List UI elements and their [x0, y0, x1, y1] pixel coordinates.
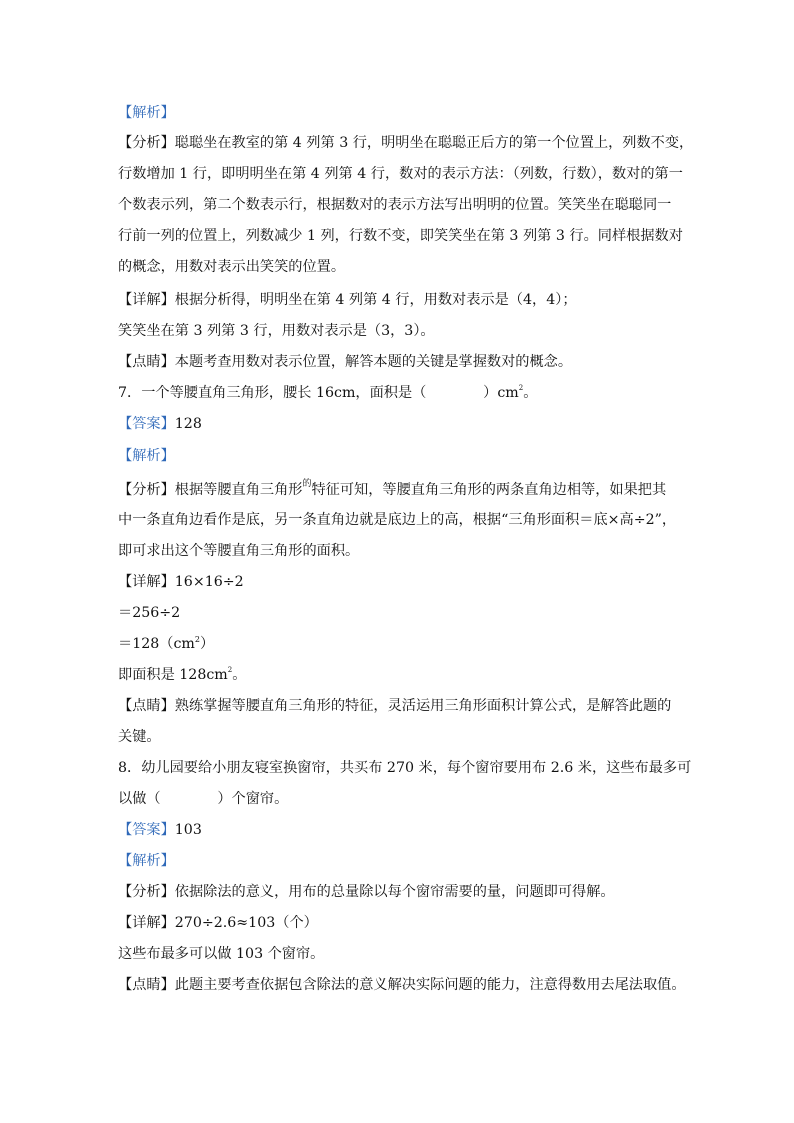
jiexi-tag: 【解析】	[118, 448, 175, 464]
q6-dianjing-text: 本题考查用数对表示位置，解答本题的关键是掌握数对的概念。	[174, 354, 573, 370]
q7-jiexi-heading	[118, 446, 175, 466]
daan-tag: 【答案】	[118, 416, 175, 432]
q8-dianjing-line	[118, 975, 686, 995]
xiangjie-tag: 【详解】	[118, 292, 175, 308]
q7-calc-3-b: ）	[199, 636, 215, 652]
dianjing-tag: 【点睛】	[118, 977, 175, 993]
q7-fenxi-text-1a: 根据等腰直角三角形	[174, 482, 303, 498]
q8-question-2a: 以做（	[118, 791, 161, 807]
q8-xiangjie-text: 270÷2.6≈103（个）	[174, 915, 318, 931]
q7-fenxi-line-2: 中一条直角边看作是底，另一条直角边就是底边上的高，根据“三角形面积＝底×高÷2”，	[118, 512, 677, 528]
q6-fenxi-text-1: 聪聪坐在教室的第 4 列第 3 行，明明坐在聪聪正后方的第一个位置上，列数不变，	[174, 135, 694, 151]
q7-calc-2: ＝256÷2	[118, 605, 181, 621]
q7-answer-value: 128	[174, 416, 202, 432]
q8-dianjing-text: 此题主要考查依据包含除法的意义解决实际问题的能力，注意得数用去尾法取值。	[174, 977, 686, 993]
q8-fenxi-line	[118, 882, 615, 902]
q6-dianjing-line	[118, 352, 572, 372]
q7-answer-blank	[426, 385, 483, 401]
q7-dianjing-text-1: 熟练掌握等腰直角三角形的特征，灵活运用三角形面积计算公式，是解答此题的	[174, 698, 672, 714]
q7-result-a: 即面积是 128cm	[118, 667, 228, 683]
fenxi-tag: 【分析】	[118, 135, 175, 151]
daan-tag: 【答案】	[118, 822, 175, 838]
q7-xiangjie-line	[118, 572, 244, 592]
q6-xiangjie-text-1: 根据分析得，明明坐在第 4 列第 4 行，用数对表示是（4，4）；	[174, 292, 577, 308]
dianjing-tag: 【点睛】	[118, 698, 175, 714]
q6-fenxi-line-4: 行前一列的位置上，列数减少 1 列，行数不变，即笑笑坐在第 3 列第 3 行。同样根据数对	[118, 228, 683, 244]
q6-fenxi-line-1	[118, 133, 693, 153]
q8-jiexi-heading	[118, 851, 175, 871]
dianjing-tag: 【点睛】	[118, 354, 175, 370]
q7-calc-3-sup: 2	[194, 635, 200, 644]
fenxi-tag: 【分析】	[118, 482, 175, 498]
xiangjie-tag: 【详解】	[118, 915, 175, 931]
q6-fenxi-line-3: 个数表示列，第二个数表示行，根据数对的表示方法写出明明的位置。笑笑坐在聪聪同一	[118, 197, 672, 213]
q8-question-line-2	[118, 789, 288, 809]
q7-calc-3-a: ＝128（cm	[118, 636, 195, 652]
q8-question-line-1: 8．幼儿园要给小朋友寝室换窗帘，共买布 270 米，每个窗帘要用布 2.6 米，这些布最多可	[118, 760, 692, 776]
q7-question-end: 。	[523, 385, 538, 401]
q7-fenxi-text-1b: 特征可知，等腰直角三角形的两条直角边相等，如果把其	[311, 482, 667, 498]
q6-xiangjie-line-1	[118, 290, 577, 310]
q8-question-2b: ）个窗帘。	[217, 791, 289, 807]
jiexi-tag: 【解析】	[118, 853, 175, 869]
q7-fenxi-line-3: 即可求出这个等腰直角三角形的面积。	[118, 543, 360, 559]
q7-result-b: 。	[232, 667, 247, 683]
q6-xiangjie-line-2: 笑笑坐在第 3 列第 3 行，用数对表示是（3，3）。	[118, 323, 435, 339]
q7-calc-3	[118, 634, 214, 654]
q8-answer-value: 103	[174, 822, 202, 838]
q7-question-after: ）cm	[483, 385, 519, 401]
q7-question-before: 7．一个等腰直角三角形，腰长 16cm，面积是（	[118, 385, 427, 401]
q6-jiexi-heading	[118, 103, 175, 123]
q8-answer-line	[118, 820, 202, 840]
jiexi-tag: 【解析】	[118, 105, 175, 121]
xiangjie-tag: 【详解】	[118, 574, 175, 590]
q7-fenxi-line-1	[118, 480, 666, 500]
q7-fenxi-de: 的	[302, 479, 312, 489]
q7-dianjing-line-1	[118, 696, 671, 716]
q7-question	[118, 383, 537, 403]
q7-result-sup: 2	[227, 666, 233, 674]
q6-fenxi-line-2: 行数增加 1 行，即明明坐在第 4 列第 4 行，数对的表示方法：（列数，行数），数对的第一	[118, 166, 683, 182]
q7-result	[118, 665, 246, 685]
q8-xiangjie-line	[118, 913, 318, 933]
fenxi-tag: 【分析】	[118, 884, 175, 900]
q6-fenxi-line-5: 的概念，用数对表示出笑笑的位置。	[118, 259, 346, 275]
q8-fenxi-text: 依据除法的意义，用布的总量除以每个窗帘需要的量，问题即可得解。	[174, 884, 615, 900]
q7-unit-superscript: 2	[518, 384, 524, 392]
q7-answer-line	[118, 414, 202, 434]
q8-answer-blank	[161, 791, 218, 807]
q8-conclusion: 这些布最多可以做 103 个窗帘。	[118, 946, 325, 962]
q7-calc-1: 16×16÷2	[174, 574, 244, 590]
q7-dianjing-line-2: 关键。	[118, 729, 161, 745]
